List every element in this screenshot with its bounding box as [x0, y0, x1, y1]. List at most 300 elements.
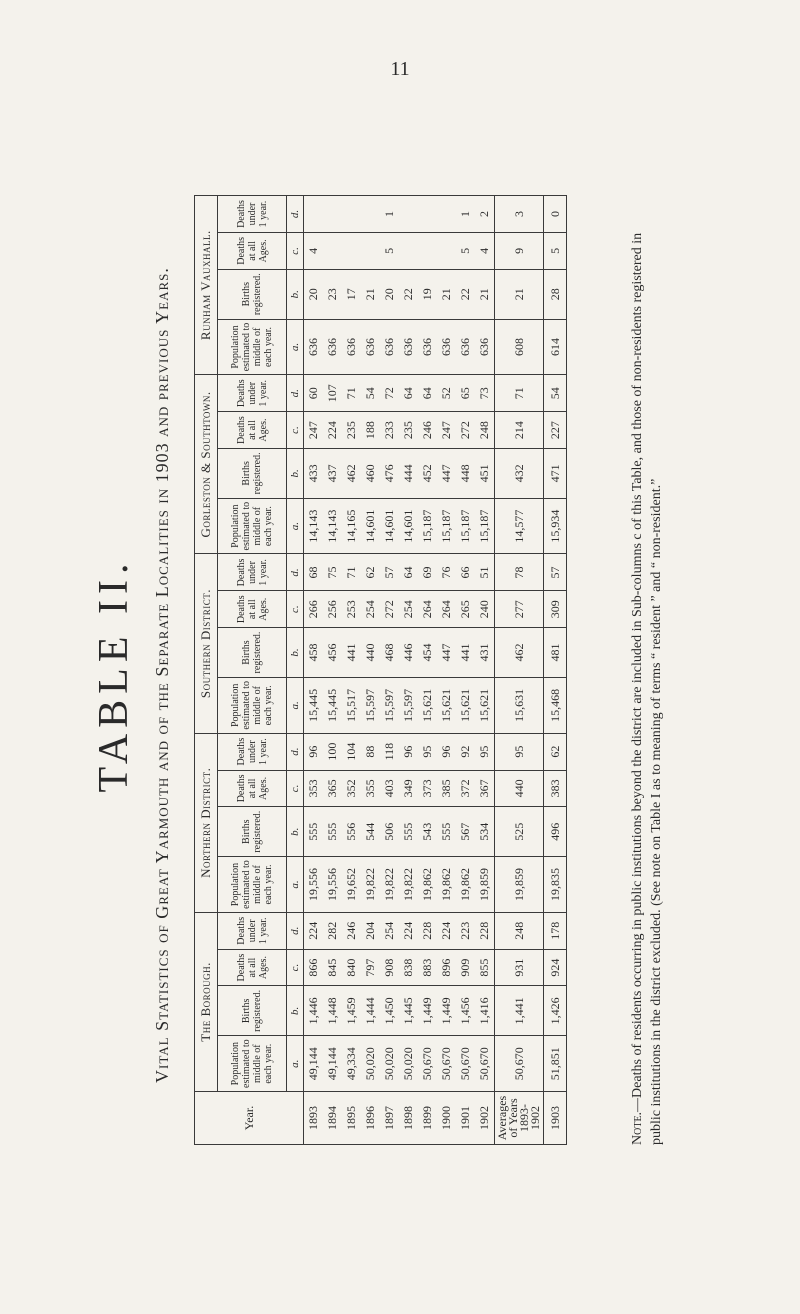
value-cell: 253	[342, 591, 361, 628]
value-cell: 254	[399, 591, 418, 628]
average-value-cell: 931	[495, 949, 544, 986]
value-cell: 96	[399, 733, 418, 770]
table-title: TABLE II.	[91, 557, 137, 793]
value-cell: 452	[418, 448, 437, 498]
value-cell: 224	[399, 912, 418, 949]
column-header-births: Births registered.	[218, 986, 287, 1036]
year-row	[418, 196, 437, 1145]
latest-value-cell: 496	[544, 807, 567, 857]
value-cell: 15,445	[323, 678, 342, 734]
value-cell: 845	[323, 949, 342, 986]
value-cell: 49,334	[342, 1036, 361, 1092]
unit-label: c.	[287, 412, 304, 449]
value-cell	[361, 233, 380, 270]
latest-value-cell: 924	[544, 949, 567, 986]
value-cell: 441	[456, 628, 475, 678]
value-cell: 235	[399, 412, 418, 449]
table-note	[628, 195, 666, 1145]
latest-value-cell: 178	[544, 912, 567, 949]
value-cell: 1,450	[380, 986, 399, 1036]
value-cell	[437, 196, 456, 233]
value-cell: 2	[475, 196, 495, 233]
year-row	[437, 196, 456, 1145]
value-cell: 14,601	[361, 498, 380, 554]
value-cell: 51	[475, 554, 495, 591]
value-cell: 92	[456, 733, 475, 770]
value-cell: 19,862	[437, 857, 456, 913]
value-cell: 506	[380, 807, 399, 857]
unit-label: d.	[287, 375, 304, 412]
value-cell: 21	[361, 269, 380, 319]
value-cell: 282	[323, 912, 342, 949]
value-cell: 246	[418, 412, 437, 449]
average-value-cell: 277	[495, 591, 544, 628]
value-cell: 248	[475, 412, 495, 449]
column-header-row	[218, 196, 287, 1145]
value-cell: 1	[380, 196, 399, 233]
value-cell: 403	[380, 770, 399, 807]
value-cell: 19,556	[323, 857, 342, 913]
column-header-deaths_under1: Deaths under 1 year.	[218, 554, 287, 591]
value-cell: 555	[399, 807, 418, 857]
table-subtitle: Vital Statistics of Great Yarmouth and of the Separate Localities in 1903 and previous Years.	[152, 267, 172, 1083]
value-cell: 1,446	[304, 986, 324, 1036]
column-header-deaths_all: Deaths at all Ages.	[218, 770, 287, 807]
value-cell: 437	[323, 448, 342, 498]
unit-label: a.	[287, 678, 304, 734]
value-cell: 21	[475, 269, 495, 319]
district-header-runham: Runham Vauxhall.	[195, 196, 218, 375]
value-cell: 247	[437, 412, 456, 449]
value-cell: 543	[418, 807, 437, 857]
latest-value-cell: 15,934	[544, 498, 567, 554]
latest-value-cell: 227	[544, 412, 567, 449]
latest-value-cell: 5	[544, 233, 567, 270]
average-value-cell: 608	[495, 319, 544, 375]
value-cell: 476	[380, 448, 399, 498]
value-cell: 5	[456, 233, 475, 270]
latest-value-cell: 51,851	[544, 1036, 567, 1092]
value-cell: 50,020	[361, 1036, 380, 1092]
averages-row	[495, 196, 544, 1145]
column-header-deaths_under1: Deaths under 1 year.	[218, 733, 287, 770]
value-cell: 19,822	[361, 857, 380, 913]
value-cell: 636	[399, 319, 418, 375]
value-cell: 96	[437, 733, 456, 770]
value-cell: 447	[437, 448, 456, 498]
value-cell: 68	[304, 554, 324, 591]
value-cell: 71	[342, 554, 361, 591]
value-cell: 264	[418, 591, 437, 628]
average-value-cell: 15,631	[495, 678, 544, 734]
latest-value-cell: 614	[544, 319, 567, 375]
value-cell: 265	[456, 591, 475, 628]
value-cell: 22	[456, 269, 475, 319]
value-cell: 57	[380, 554, 399, 591]
unit-label: d.	[287, 554, 304, 591]
value-cell: 15,187	[456, 498, 475, 554]
value-cell: 15,187	[418, 498, 437, 554]
value-cell: 440	[361, 628, 380, 678]
value-cell: 636	[418, 319, 437, 375]
value-cell: 896	[437, 949, 456, 986]
average-value-cell: 14,577	[495, 498, 544, 554]
column-header-deaths_all: Deaths at all Ages.	[218, 591, 287, 628]
column-header-births: Births registered.	[218, 448, 287, 498]
value-cell: 64	[399, 554, 418, 591]
value-cell: 797	[361, 949, 380, 986]
value-cell: 50,020	[399, 1036, 418, 1092]
value-cell: 223	[456, 912, 475, 949]
value-cell: 246	[342, 912, 361, 949]
value-cell: 50,670	[475, 1036, 495, 1092]
year-cell: 1895	[342, 1092, 361, 1145]
value-cell: 636	[304, 319, 324, 375]
value-cell: 447	[437, 628, 456, 678]
value-cell: 14,601	[399, 498, 418, 554]
average-value-cell: 462	[495, 628, 544, 678]
unit-label: c.	[287, 770, 304, 807]
value-cell: 1,444	[361, 986, 380, 1036]
value-cell: 636	[456, 319, 475, 375]
value-cell: 555	[323, 807, 342, 857]
unit-label: c.	[287, 949, 304, 986]
year-row	[475, 196, 495, 1145]
column-header-population: Population estimated to middle of each year.	[218, 319, 287, 375]
year-cell: 1902	[475, 1092, 495, 1145]
unit-label: d.	[287, 912, 304, 949]
value-cell: 72	[380, 375, 399, 412]
column-header-deaths_all: Deaths at all Ages.	[218, 949, 287, 986]
value-cell: 20	[304, 269, 324, 319]
year-cell: 1901	[456, 1092, 475, 1145]
value-cell: 385	[437, 770, 456, 807]
note-lead: Note.	[630, 1111, 645, 1145]
value-cell: 15,517	[342, 678, 361, 734]
year-row	[304, 196, 324, 1145]
latest-value-cell: 481	[544, 628, 567, 678]
column-header-deaths_all: Deaths at all Ages.	[218, 412, 287, 449]
column-header-deaths_under1: Deaths under 1 year.	[218, 196, 287, 233]
value-cell: 456	[323, 628, 342, 678]
year-cell: 1896	[361, 1092, 380, 1145]
unit-label: b.	[287, 807, 304, 857]
year-cell: 1894	[323, 1092, 342, 1145]
value-cell: 19,556	[304, 857, 324, 913]
value-cell: 908	[380, 949, 399, 986]
latest-value-cell: 19,835	[544, 857, 567, 913]
unit-label: a.	[287, 319, 304, 375]
value-cell: 188	[361, 412, 380, 449]
value-cell: 373	[418, 770, 437, 807]
column-header-births: Births registered.	[218, 807, 287, 857]
value-cell: 204	[361, 912, 380, 949]
latest-value-cell: 28	[544, 269, 567, 319]
year-row	[361, 196, 380, 1145]
value-cell: 228	[475, 912, 495, 949]
column-header-births: Births registered.	[218, 628, 287, 678]
average-value-cell: 50,670	[495, 1036, 544, 1092]
yearly-rows	[304, 196, 495, 1145]
value-cell: 118	[380, 733, 399, 770]
value-cell: 1,449	[418, 986, 437, 1036]
value-cell: 21	[437, 269, 456, 319]
value-cell: 20	[380, 269, 399, 319]
value-cell: 1,449	[437, 986, 456, 1036]
average-value-cell: 71	[495, 375, 544, 412]
value-cell	[399, 233, 418, 270]
value-cell: 52	[437, 375, 456, 412]
latest-value-cell: 57	[544, 554, 567, 591]
value-cell: 4	[304, 233, 324, 270]
value-cell: 883	[418, 949, 437, 986]
value-cell: 838	[399, 949, 418, 986]
year-cell: 1897	[380, 1092, 399, 1145]
unit-label: c.	[287, 591, 304, 628]
value-cell: 107	[323, 375, 342, 412]
value-cell: 49,144	[304, 1036, 324, 1092]
value-cell: 855	[475, 949, 495, 986]
value-cell: 1,416	[475, 986, 495, 1036]
value-cell: 235	[342, 412, 361, 449]
latest-value-cell: 471	[544, 448, 567, 498]
value-cell: 15,621	[475, 678, 495, 734]
value-cell: 353	[304, 770, 324, 807]
value-cell: 636	[437, 319, 456, 375]
value-cell: 15,597	[361, 678, 380, 734]
column-header-population: Population estimated to middle of each year.	[218, 678, 287, 734]
average-value-cell: 440	[495, 770, 544, 807]
latest-value-cell: 15,468	[544, 678, 567, 734]
value-cell: 50,670	[437, 1036, 456, 1092]
unit-label: d.	[287, 196, 304, 233]
value-cell: 567	[456, 807, 475, 857]
value-cell: 49,144	[323, 1036, 342, 1092]
vital-statistics-table	[194, 195, 567, 1145]
value-cell	[437, 233, 456, 270]
value-cell: 256	[323, 591, 342, 628]
value-cell: 14,165	[342, 498, 361, 554]
value-cell: 454	[418, 628, 437, 678]
unit-label: a.	[287, 498, 304, 554]
value-cell: 15,621	[437, 678, 456, 734]
value-cell: 272	[380, 591, 399, 628]
value-cell: 433	[304, 448, 324, 498]
value-cell: 462	[342, 448, 361, 498]
value-cell: 15,445	[304, 678, 324, 734]
value-cell: 224	[323, 412, 342, 449]
latest-value-cell: 0	[544, 196, 567, 233]
value-cell: 65	[456, 375, 475, 412]
value-cell: 555	[304, 807, 324, 857]
unit-label: c.	[287, 233, 304, 270]
value-cell: 50,670	[418, 1036, 437, 1092]
average-value-cell: 9	[495, 233, 544, 270]
value-cell: 372	[456, 770, 475, 807]
value-cell: 66	[456, 554, 475, 591]
unit-label: b.	[287, 986, 304, 1036]
year-row	[323, 196, 342, 1145]
year-row	[342, 196, 361, 1145]
value-cell: 636	[342, 319, 361, 375]
average-value-cell: 3	[495, 196, 544, 233]
value-cell	[342, 233, 361, 270]
value-cell: 64	[418, 375, 437, 412]
value-cell: 19,862	[418, 857, 437, 913]
value-cell: 534	[475, 807, 495, 857]
year-cell: 1899	[418, 1092, 437, 1145]
value-cell: 446	[399, 628, 418, 678]
value-cell: 60	[304, 375, 324, 412]
value-cell: 636	[323, 319, 342, 375]
year-cell: 1900	[437, 1092, 456, 1145]
column-header-population: Population estimated to middle of each year.	[218, 1036, 287, 1092]
district-header-northern: Northern District.	[195, 733, 218, 912]
value-cell: 71	[342, 375, 361, 412]
column-header-births: Births registered.	[218, 269, 287, 319]
value-cell: 69	[418, 554, 437, 591]
value-cell: 264	[437, 591, 456, 628]
average-value-cell: 95	[495, 733, 544, 770]
value-cell: 96	[304, 733, 324, 770]
year-row	[399, 196, 418, 1145]
value-cell: 15,621	[418, 678, 437, 734]
column-header-deaths_under1: Deaths under 1 year.	[218, 375, 287, 412]
value-cell: 22	[399, 269, 418, 319]
column-header-deaths_under1: Deaths under 1 year.	[218, 912, 287, 949]
value-cell: 556	[342, 807, 361, 857]
value-cell: 272	[456, 412, 475, 449]
value-cell: 224	[304, 912, 324, 949]
value-cell: 14,601	[380, 498, 399, 554]
value-cell: 233	[380, 412, 399, 449]
year-cell: 1898	[399, 1092, 418, 1145]
column-header-population: Population estimated to middle of each year.	[218, 857, 287, 913]
value-cell: 14,143	[304, 498, 324, 554]
latest-value-cell: 62	[544, 733, 567, 770]
value-cell: 95	[475, 733, 495, 770]
value-cell: 367	[475, 770, 495, 807]
value-cell: 254	[361, 591, 380, 628]
value-cell: 15,621	[456, 678, 475, 734]
value-cell: 866	[304, 949, 324, 986]
value-cell: 50,020	[380, 1036, 399, 1092]
unit-label: b.	[287, 628, 304, 678]
value-cell: 15,597	[380, 678, 399, 734]
value-cell: 54	[361, 375, 380, 412]
value-cell: 76	[437, 554, 456, 591]
value-cell: 460	[361, 448, 380, 498]
value-cell	[399, 196, 418, 233]
value-cell	[361, 196, 380, 233]
page-number: 11	[390, 58, 410, 80]
value-cell: 104	[342, 733, 361, 770]
value-cell: 636	[380, 319, 399, 375]
value-cell	[323, 196, 342, 233]
value-cell: 1,448	[323, 986, 342, 1036]
value-cell: 19,822	[399, 857, 418, 913]
value-cell: 19,862	[456, 857, 475, 913]
value-cell: 909	[456, 949, 475, 986]
value-cell: 1,456	[456, 986, 475, 1036]
note-text: —Deaths of residents occurring in public institutions beyond the district are included in Sub-columns c of this Table, and those of non-residents registered in public institutions in the district excluded. (See note on Table I as to meaning of terms “ resident ” and “ non-resident.”	[630, 232, 664, 1145]
latest-value-cell: 1,426	[544, 986, 567, 1036]
unit-label: b.	[287, 448, 304, 498]
district-header-borough: The Borough.	[195, 912, 218, 1091]
value-cell: 555	[437, 807, 456, 857]
value-cell: 441	[342, 628, 361, 678]
value-cell: 23	[323, 269, 342, 319]
value-cell: 636	[361, 319, 380, 375]
value-cell: 636	[475, 319, 495, 375]
value-cell: 451	[475, 448, 495, 498]
value-cell: 468	[380, 628, 399, 678]
average-value-cell: 214	[495, 412, 544, 449]
averages-label: Averages of Years 1893-1902	[495, 1092, 544, 1145]
average-value-cell: 248	[495, 912, 544, 949]
value-cell	[418, 233, 437, 270]
latest-value-cell: 309	[544, 591, 567, 628]
average-value-cell: 78	[495, 554, 544, 591]
latest-year-row	[544, 196, 567, 1145]
value-cell	[304, 196, 324, 233]
value-cell: 19	[418, 269, 437, 319]
value-cell: 50,670	[456, 1036, 475, 1092]
unit-label: d.	[287, 733, 304, 770]
year-row	[456, 196, 475, 1145]
average-value-cell: 21	[495, 269, 544, 319]
value-cell: 349	[399, 770, 418, 807]
unit-row	[287, 196, 304, 1145]
value-cell: 62	[361, 554, 380, 591]
value-cell	[418, 196, 437, 233]
average-value-cell: 432	[495, 448, 544, 498]
value-cell: 4	[475, 233, 495, 270]
district-header-southern: Southern District.	[195, 554, 218, 733]
value-cell: 266	[304, 591, 324, 628]
value-cell	[323, 233, 342, 270]
value-cell: 15,187	[437, 498, 456, 554]
value-cell: 100	[323, 733, 342, 770]
value-cell: 88	[361, 733, 380, 770]
value-cell: 19,822	[380, 857, 399, 913]
value-cell: 17	[342, 269, 361, 319]
value-cell: 254	[380, 912, 399, 949]
average-value-cell: 19,859	[495, 857, 544, 913]
value-cell: 5	[380, 233, 399, 270]
value-cell: 544	[361, 807, 380, 857]
value-cell: 240	[475, 591, 495, 628]
value-cell: 1,445	[399, 986, 418, 1036]
value-cell: 15,187	[475, 498, 495, 554]
value-cell: 14,143	[323, 498, 342, 554]
value-cell: 247	[304, 412, 324, 449]
year-row	[380, 196, 399, 1145]
value-cell: 458	[304, 628, 324, 678]
unit-label: a.	[287, 857, 304, 913]
column-header-population: Population estimated to middle of each year.	[218, 498, 287, 554]
district-header-gorleston: Gorleston & Southtown.	[195, 375, 218, 554]
value-cell: 352	[342, 770, 361, 807]
latest-value-cell: 383	[544, 770, 567, 807]
value-cell: 444	[399, 448, 418, 498]
value-cell: 73	[475, 375, 495, 412]
value-cell: 64	[399, 375, 418, 412]
latest-value-cell: 54	[544, 375, 567, 412]
value-cell: 228	[418, 912, 437, 949]
rotated-page	[90, 175, 730, 1175]
value-cell: 365	[323, 770, 342, 807]
